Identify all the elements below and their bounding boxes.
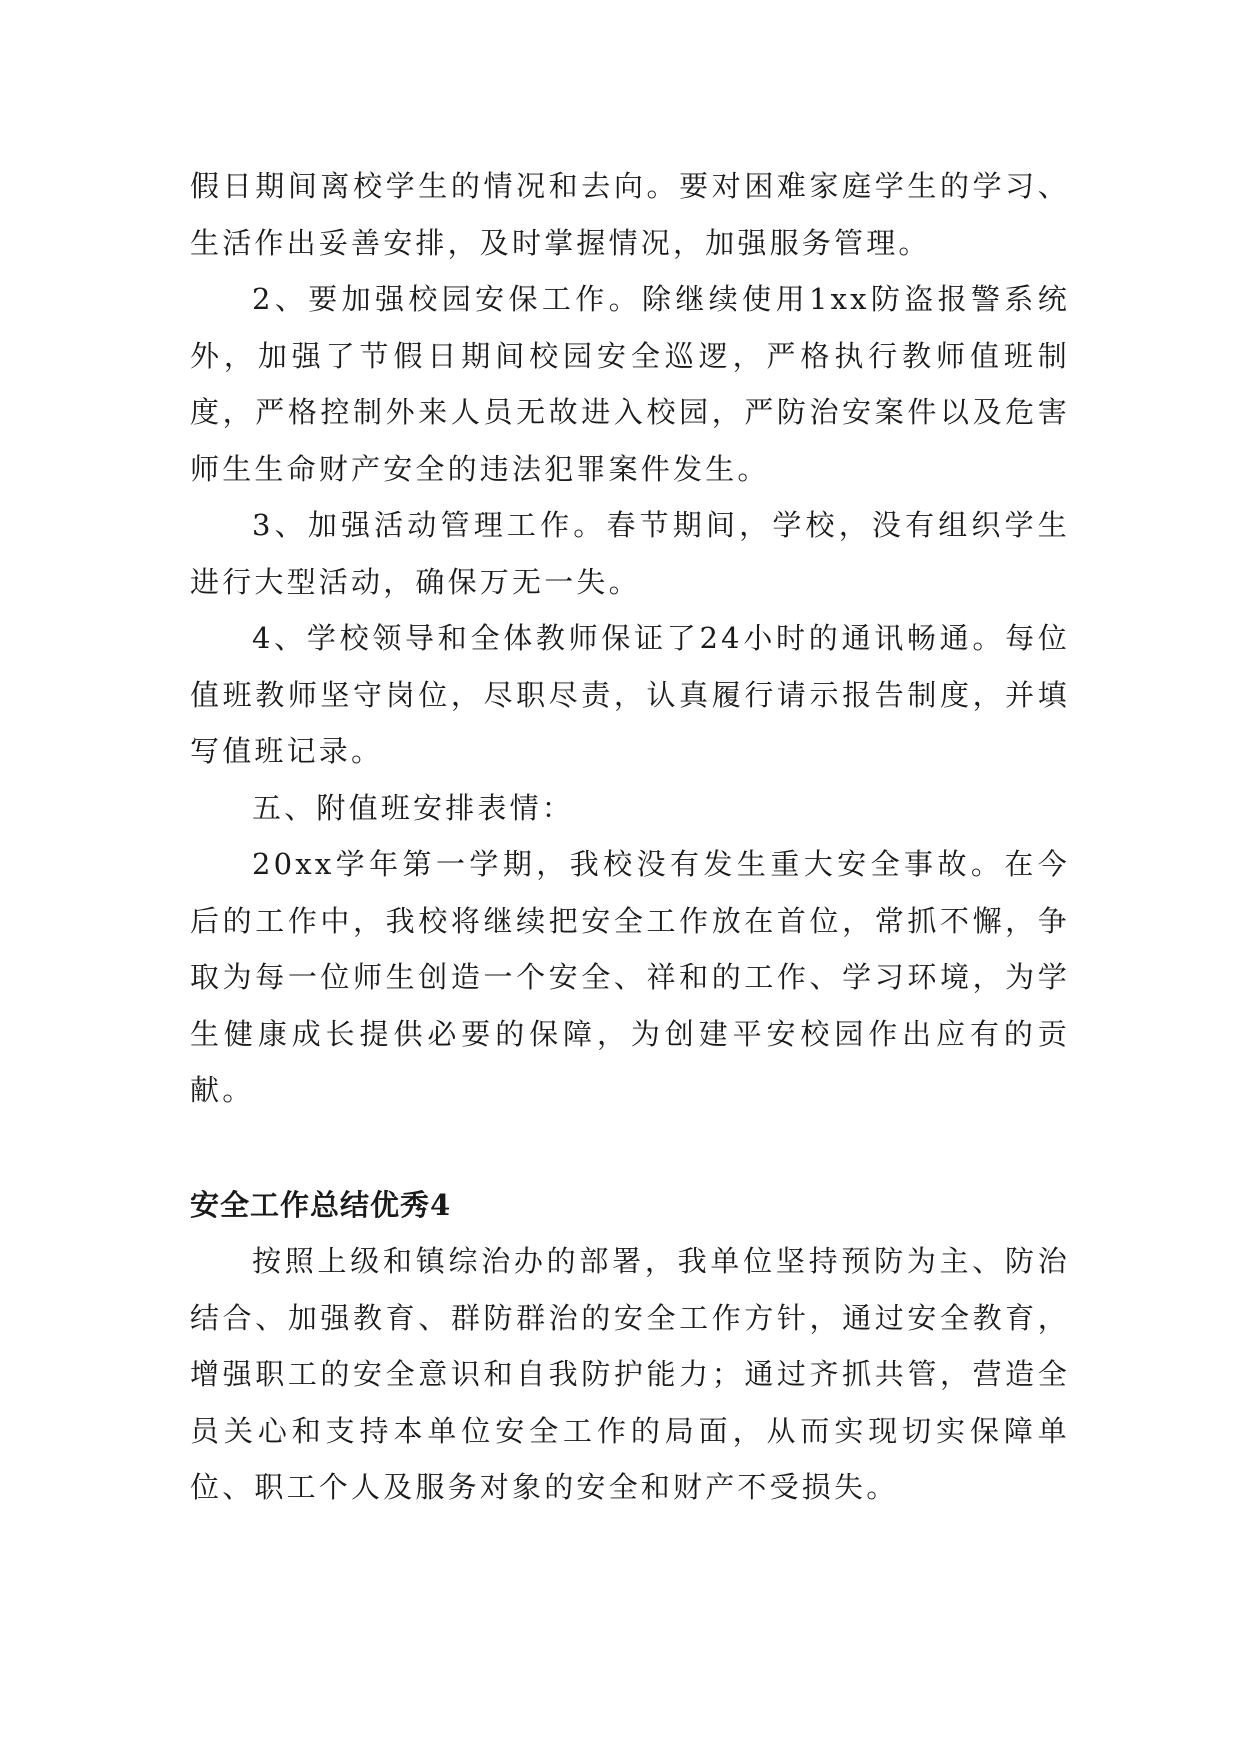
paragraph-section-5-heading: 五、附值班安排表情： <box>252 790 575 825</box>
paragraph-continuation: 假日期间离校学生的情况和去向。要对困难家庭学生的学习、生活作出妥善安排，及时掌握情况，加强服务管理。 <box>190 169 1070 260</box>
section-paragraph-intro: 按照上级和镇综治办的部署，我单位坚持预防为主、防治结合、加强教育、群防群治的安全工作方针，通过安全教育，增强职工的安全意识和自我防护能力；通过齐抓共管，营造全员关心和支持本单位安全工作的局面，从而实现切实保障单位、职工个人及服务对象的安全和财产不受损失。 <box>190 1244 1070 1504</box>
paragraph-item-4-duty: 4、学校领导和全体教师保证了24小时的通讯畅通。每位值班教师坚守岗位，尽职尽责，认真履行请示报告制度，并填写值班记录。 <box>190 621 1070 768</box>
document-body <box>190 158 1070 1516</box>
paragraph-conclusion: 20xx学年第一学期，我校没有发生重大安全事故。在今后的工作中，我校将继续把安全工作放在首位，常抓不懈，争取为每一位师生创造一个安全、祥和的工作、学习环境，为学生健康成长提供必要的保障，为创建平安校园作出应有的贡献。 <box>190 847 1070 1107</box>
section-title: 安全工作总结优秀4 <box>190 1187 452 1222</box>
paragraph-item-3-activities: 3、加强活动管理工作。春节期间，学校，没有组织学生进行大型活动，确保万无一失。 <box>190 508 1070 599</box>
paragraph-item-2-security: 2、要加强校园安保工作。除继续使用1xx防盗报警系统外，加强了节假日期间校园安全巡逻，严格执行教师值班制度，严格控制外来人员无故进入校园，严防治安案件以及危害师生生命财产安全的违法犯罪案件发生。 <box>190 282 1070 486</box>
